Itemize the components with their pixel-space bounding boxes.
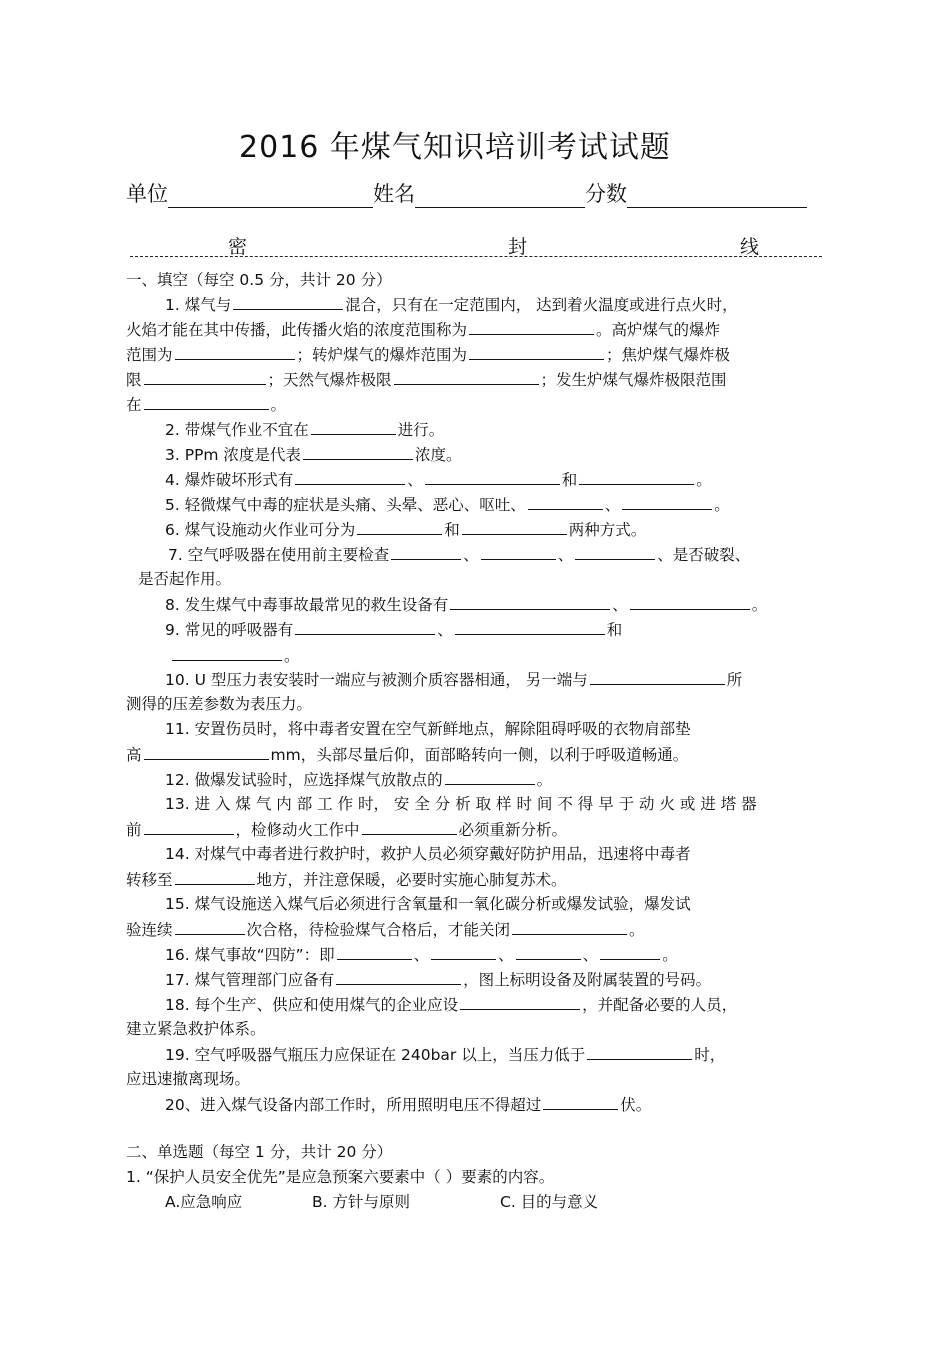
answer-blank[interactable] [600,944,660,960]
question-line [165,619,622,640]
section2-heading: 二、单选题（每空 1 分，共计 20 分） [126,1143,393,1161]
question-text: 19. 空气呼吸器气瓶压力应保证在 240bar 以上，当压力低于 [165,1046,586,1064]
question-line [126,694,312,714]
answer-blank[interactable] [630,594,750,610]
q1-option-b[interactable]: B. 方针与原则 [312,1193,410,1211]
answer-blank[interactable] [144,819,234,835]
question-line [170,645,300,666]
question-text: 7. 空气呼吸器在使用前主要检查 [168,546,390,564]
answer-blank[interactable] [425,469,560,485]
question-text: ；转炉煤气的爆炸范围为 [296,346,468,364]
question-line [126,369,727,390]
seal-xian: 线 [740,236,760,258]
answer-blank[interactable] [362,819,457,835]
answer-blank[interactable] [622,494,712,510]
answer-blank[interactable] [394,369,539,385]
question-text: 。 [536,771,553,789]
question-line [126,1019,266,1039]
question-text: ；发生炉煤气爆炸极限范围 [540,371,727,389]
answer-blank[interactable] [295,469,405,485]
unit-label: 单位 [126,182,168,206]
answer-blank[interactable] [337,944,412,960]
answer-blank[interactable] [469,344,604,360]
answer-blank[interactable] [460,994,580,1010]
question-text: 进行。 [397,421,445,439]
answer-blank[interactable] [303,444,413,460]
question-text: 6. 煤气设施动火作业可分为 [165,521,356,539]
question-text: 18. 每个生产、供应和使用煤气的企业应设 [165,996,459,1014]
question-line [165,294,738,315]
question-text: 14. 对煤气中毒者进行救护时，救护人员必须穿戴好防护用品，迅速将中毒者 [165,845,691,863]
question-line [126,869,567,890]
question-text: 浓度。 [414,446,462,464]
answer-blank[interactable] [450,594,610,610]
question-text: 10. U 型压力表安装时一端应与被测介质容器相通， 另一端与 [165,671,588,689]
question-text: ，并配备必要的人员， [582,996,738,1014]
question-text: 建立紧急救护体系。 [126,1020,266,1038]
question-text: 8. 发生煤气中毒事故最常见的救生设备有 [165,596,449,614]
answer-blank[interactable] [462,519,567,535]
answer-blank[interactable] [587,1044,692,1060]
answer-blank[interactable] [175,869,255,885]
question-text: 4. 爆炸破坏形式有 [165,471,294,489]
question-text: 16. 煤气事故“四防”：即 [165,946,335,964]
question-text: 、 [413,946,430,964]
score-field[interactable] [627,183,807,208]
answer-blank[interactable] [172,645,282,661]
question-text: 所 [726,671,743,689]
question-line [126,319,720,340]
question-text: 。 [284,647,300,665]
answer-blank[interactable] [175,344,295,360]
question-text: ；天然气爆炸极限 [267,371,392,389]
question-line [165,794,757,814]
answer-blank[interactable] [175,919,245,935]
question-line [165,444,461,465]
q1-option-a[interactable]: A.应急响应 [165,1193,243,1211]
question-line [165,494,730,515]
question-text: 2. 带煤气作业不宜在 [165,421,309,439]
answer-blank[interactable] [481,544,556,560]
answer-blank[interactable] [144,744,269,760]
answer-blank[interactable] [445,769,535,785]
question-text: 范围为 [126,346,173,364]
question-text: 、 [557,546,574,564]
score-label: 分数 [585,182,627,206]
question-text: 、 [604,496,621,514]
question-text: 伏。 [620,1096,652,1114]
question-text: 应迅速撤离现场。 [126,1070,251,1088]
question-line [165,719,691,739]
question-text: 5. 轻微煤气中毒的症状是头痛、头晕、恶心、呕吐、 [165,496,526,514]
question-line [165,519,646,540]
question-line [126,744,688,765]
question-line [126,1069,250,1089]
answer-blank[interactable] [391,544,461,560]
question-text: 、 [498,946,514,964]
answer-blank[interactable] [144,369,266,385]
question-text: 。 [629,921,645,939]
question-line [126,819,567,840]
answer-blank[interactable] [144,394,269,410]
name-field[interactable] [415,183,585,208]
question-line [165,994,737,1015]
unit-field[interactable] [168,183,373,208]
seal-feng: 封 [508,236,528,258]
question-line [165,969,711,990]
question-text: 时， [694,1046,726,1064]
answer-blank[interactable] [579,469,694,485]
header-info-row [126,178,807,208]
question-text: 测得的压差参数为表压力。 [126,695,313,713]
question-line [165,669,742,690]
question-text: 、 [437,621,453,639]
question-text: 混合，只有在一定范围内， 达到着火温度或进行点火时， [345,296,738,314]
answer-blank[interactable] [512,919,627,935]
question-line [165,1044,725,1065]
answer-blank[interactable] [528,494,603,510]
question-text: 必须重新分析。 [458,821,568,839]
question-text: 。 [270,396,287,414]
seal-line [130,232,822,257]
question-text: 火焰才能在其中传播，此传播火焰的浓度范围称为 [126,321,468,339]
question-text: 11. 安置伤员时，将中毒者安置在空气新鲜地点，解除阻碍呼吸的衣物肩部垫 [165,720,691,738]
question-text: 两种方式。 [568,521,647,539]
answer-blank[interactable] [455,619,605,635]
question-text: 、 [463,546,479,564]
question-text: 。 [662,946,678,964]
single-choice-q1: 1. “保护人员安全优先”是应急预案六要素中（ ）要素的内容。 [126,1168,555,1186]
question-line [165,769,552,790]
section1-heading: 一、填空（每空 0.5 分，共计 20 分） [126,271,392,289]
question-line [126,394,286,415]
question-text: 3. PPm 浓度是代表 [165,446,301,464]
answer-blank[interactable] [575,544,655,560]
question-text: 验连续 [126,921,173,939]
question-line [165,469,712,490]
question-text: 在 [126,396,142,414]
question-text: 、是否破裂、 [657,546,751,564]
question-text: 限 [126,371,142,389]
question-text: 是否起作用。 [138,570,232,588]
question-line [165,944,678,965]
page-title: 2016 年煤气知识培训考试试题 [239,130,671,165]
question-text: 9. 常见的呼吸器有 [165,621,294,639]
question-text: 。高炉煤气的爆炸 [596,321,721,339]
question-text: ，检修动火工作中 [235,821,360,839]
question-text: 。 [751,596,768,614]
question-text: 前 [126,821,142,839]
question-text: 、 [612,596,628,614]
answer-blank[interactable] [336,969,461,985]
question-text: ，图上标明设备及附属装置的号码。 [463,971,712,989]
question-line [165,894,691,914]
question-line [168,544,750,565]
question-text: 17. 煤气管理部门应备有 [165,971,335,989]
answer-blank[interactable] [469,319,594,335]
question-text: 转移至 [126,871,173,889]
question-text: 13. 进 入 煤 气 内 部 工 作 时， 安 全 分 析 取 样 时 间 不 得 早 于 动 火 或 进 塔 器 [165,795,757,813]
answer-blank[interactable] [357,519,442,535]
question-text: 、 [582,946,599,964]
answer-blank[interactable] [233,294,343,310]
question-text: 15. 煤气设施送入煤气后必须进行含氧量和一氧化碳分析或爆发试验，爆发试 [165,895,691,913]
question-text: 地方，并注意保暖，必要时实施心肺复苏术。 [256,871,567,889]
answer-blank[interactable] [295,619,435,635]
question-text: ；焦炉煤气爆炸极 [606,346,731,364]
question-text: 和 [606,621,623,639]
question-text: 和 [444,521,460,539]
question-text: mm，头部尽量后仰，面部略转向一侧，以利于呼吸道畅通。 [270,746,689,764]
question-line [165,594,767,615]
question-text: 和 [561,471,578,489]
question-text: 。 [696,471,712,489]
question-line [126,344,730,365]
q1-option-c[interactable]: C. 目的与意义 [500,1193,599,1211]
question-line [165,1094,651,1115]
question-line [126,919,645,940]
question-text: 1. 煤气与 [165,296,232,314]
answer-blank[interactable] [543,1094,618,1110]
question-line [138,569,231,589]
answer-blank[interactable] [516,944,581,960]
question-line [165,419,444,440]
seal-mi: 密 [228,236,248,258]
answer-blank[interactable] [311,419,396,435]
question-line [165,844,691,864]
question-text: 12. 做爆发试验时，应选择煤气放散点的 [165,771,443,789]
question-text: 次合格，待检验煤气合格后，才能关闭 [246,921,511,939]
question-text: 。 [714,496,730,514]
answer-blank[interactable] [590,669,725,685]
question-text: 20、进入煤气设备内部工作时，所用照明电压不得超过 [165,1096,542,1114]
question-text: 高 [126,746,142,764]
answer-blank[interactable] [431,944,496,960]
question-text: 、 [407,471,423,489]
name-label: 姓名 [373,182,415,206]
